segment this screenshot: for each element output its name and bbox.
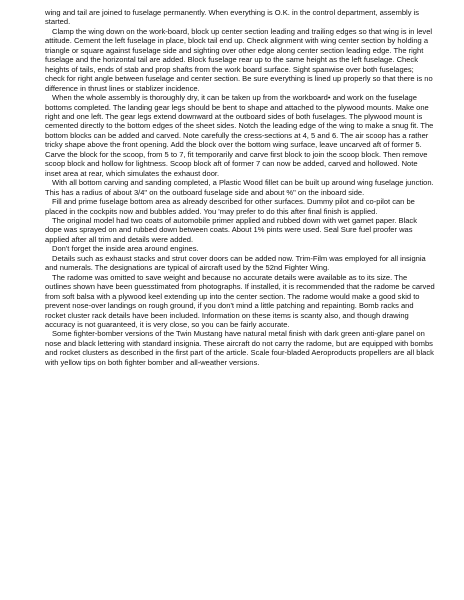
paragraph: The original model had two coats of automobile primer applied and rubbed down with wet garnet paper. Black dope was sprayed on and rubbed down between coats. About 1% pints were used. Seal Sure fuel proofer was applied after all trim and details were added. — [45, 215, 417, 244]
paragraph: wing and tail are joined to fuselage permanently. When everything is O.K. in the control department, assembly is started. — [45, 8, 420, 27]
paragraph: Fill and prime fuselage bottom area as already described for other surfaces. Dummy pilot and co-pilot can be placed in the cockpits now and bubbles added. You 'may prefer to do this after final finish is applied. — [45, 197, 415, 216]
paragraph: The radome was omitted to save weight and because no accurate details were available as to its size. The outlines shown have been guesstimated from photographs. If installed, it is recommended that the radome be carved from soft balsa with a plywood keel extending up into the center section. The radome would make a good skid to prevent nose-over landings on rough ground, if you don't mind a little patching and repainting. Bomb racks and rocket cluster rack details have been included. Information on these items is scanty also, and though drawing accuracy is not guaranteed, it is very close, so you can be fairly accurate. — [45, 272, 435, 329]
document-page — [45, 8, 435, 367]
paragraph: Details such as exhaust stacks and strut cover doors can be added now. Trim-Film was employed for all insignia and numerals. The designations are typical of aircraft used by the 52nd Fighter Wing. — [45, 253, 426, 273]
paragraph: Clamp the wing down on the work-board, block up center section leading and trailing edges so that wing is in level attitude. Cement the left fuselage in place, block tail end up. Check alignment with wing center section by holding a triangle or square against fuselage side and sighting over other edge along center section leading edge. The right fuselage and the horizontal tail are added. Block fuselage rear up to the same height as the left fuselage. Check heights of tails, ends of stab and prop shafts from the work board surface. Sight spanwise over both fuselages; check for right angle between fuselage and center section. Be sure everything is lined up properly so that there is no difference in thrust lines or stablizer incidence. — [45, 26, 433, 93]
paragraph: With all bottom carving and sanding completed, a Plastic Wood fillet can be built up around wing fuselage junction. This has a radius of about 3/4" on the outboard fuselage side and about %" on the inboard side. — [45, 178, 434, 197]
paragraph: Some fighter-bomber versions of the Twin Mustang have natural metal finish with dark green anti-glare panel on nose and black lettering with standard insignia. These aircraft do not carry the radome, but are equipped with bombs and rocket clusters as described in the first part of the article. Scale four-bladed Aeroproducts propellers are all black with yellow tips on both fighter bomber and all-weather versions. — [45, 329, 434, 367]
paragraph: Don't forget the inside area around engines. — [52, 244, 199, 254]
paragraph: When the whole assembly is thoroughly dry, it can be taken up from the workboard• and work on the fuselage bottoms completed. The landing gear legs should be bent to shape and attached to the plywood mounts. Make one right and one left. The gear legs extend downward at the outboard sides of both fuselages. The plywood mount is cemented directly to the bottom edges of the sheet sides. Notch the leading edge of the wing to make a snug fit. The bottom blocks can be added and carved. Note carefully the cress-sections at 4, 5 and 6. The air scoop has a rather tricky shape above the front opening. Add the block over the bottom wing surface, leave uncarved aft of former 5. Carve the block for the scoop, from 5 to 7, fit temporarily and carve first block to join the scoop block. Then remove scoop block and hollow for lightness. Scoop block aft of former 7 can now be added, carved and hollowed. Note inset area at rear, which simulates the exhaust door. — [45, 93, 434, 178]
